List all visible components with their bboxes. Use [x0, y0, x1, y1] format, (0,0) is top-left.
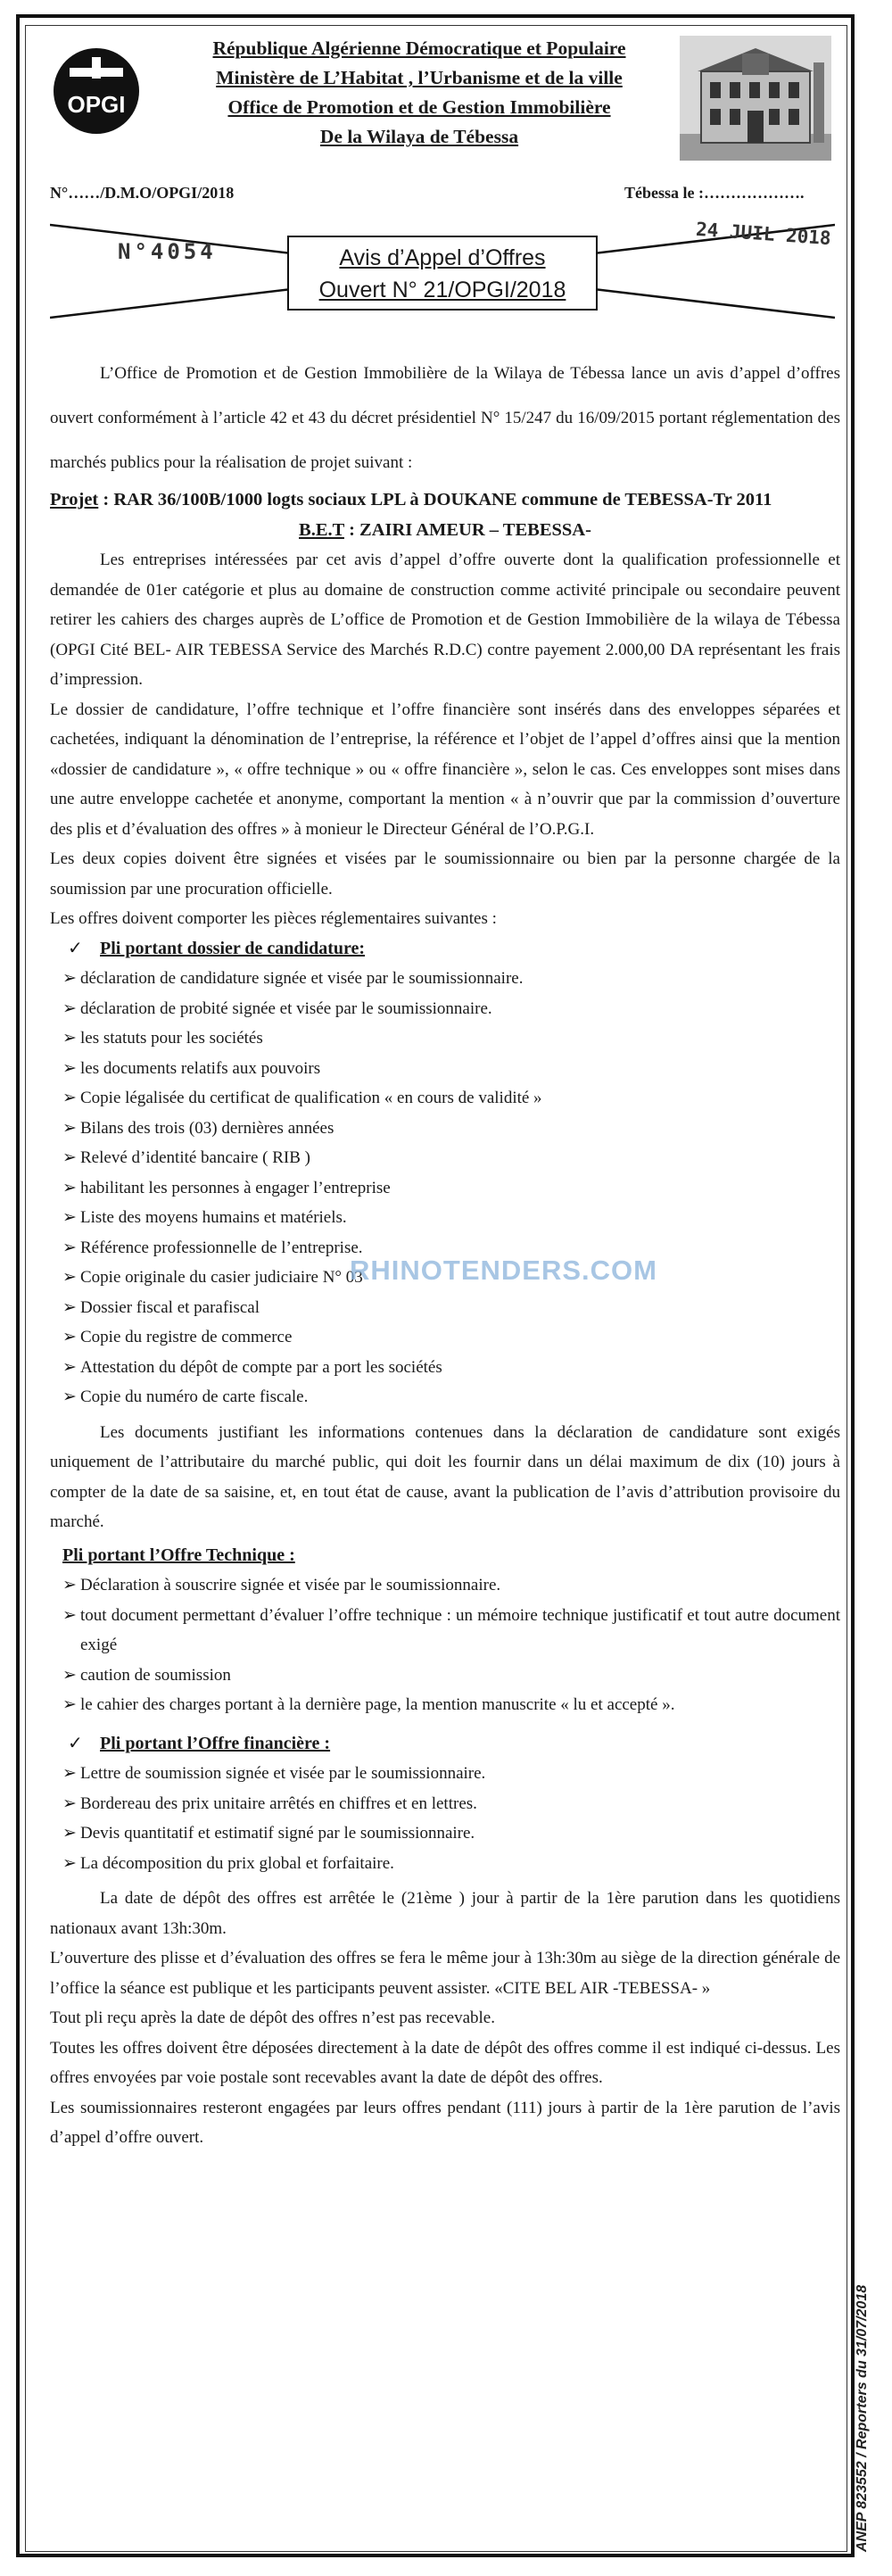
- list-item-text: Attestation du dépôt de compte par a port les sociétés: [80, 1357, 442, 1377]
- arrow-bullet-icon: ➢: [62, 1853, 77, 1873]
- section-financiere-title: ✓ Pli portant l’Offre financière :: [100, 1729, 840, 1760]
- arrow-bullet-icon: ➢: [62, 1824, 77, 1843]
- check-icon: ✓: [68, 1733, 83, 1753]
- project-label: Projet: [50, 490, 99, 509]
- list-item-text: Relevé d’identité bancaire ( RIB ): [80, 1148, 310, 1167]
- list-item: [62, 1849, 840, 1879]
- list-item: [62, 1759, 840, 1789]
- list-item: [62, 1818, 840, 1849]
- arrow-bullet-icon: ➢: [62, 1764, 77, 1783]
- closing-late: Tout pli reçu après la date de dépôt des offres n’est pas recevable.: [50, 2009, 495, 2027]
- publication-reference: ANEP 823552 / Reporters du 31/07/2018: [855, 2284, 870, 2552]
- list-item-text: Bordereau des prix unitaire arrêtés en chiffres et en lettres.: [80, 1793, 477, 1813]
- list-item: [62, 1789, 840, 1819]
- list-item: [62, 1203, 840, 1233]
- list-item: [62, 1661, 840, 1691]
- arrow-bullet-icon: ➢: [62, 1058, 77, 1078]
- list-item: [62, 1114, 840, 1144]
- list-item: [62, 1173, 840, 1204]
- paragraph-eligibility: Les entreprises intéressées par cet avis d’appel d’offre ouverte dont la qualification professionnelle et demandée de 01er catégorie et plus au domaine de construction comme activité principale ou secondaire peuvent retirer les cahiers des charges auprès de L’office de Promotion et de Gestion Immobilière de la wilaya de Tébessa (OPGI Cité BEL- AIR TEBESSA Service des Marchés R.D.C) contre payement 2.000,00 DA représentant les frais d’impression.: [50, 551, 840, 689]
- list-item-text: déclaration de candidature signée et visée par le soumissionnaire.: [80, 969, 524, 988]
- list-item: [62, 1293, 840, 1323]
- header-line-1: République Algérienne Démocratique et Populaire: [212, 37, 626, 59]
- list-item-text: Référence professionnelle de l’entreprise.: [80, 1238, 363, 1257]
- candidature-list: [50, 964, 840, 1412]
- list-item: [62, 1143, 840, 1173]
- list-item-text: Liste des moyens humains et matériels.: [80, 1208, 347, 1227]
- arrow-bullet-icon: ➢: [62, 1328, 77, 1346]
- list-item-text: La décomposition du prix global et forfaitaire.: [80, 1853, 394, 1873]
- list-item: [62, 1083, 840, 1114]
- list-item-text: Dossier fiscal et parafiscal: [80, 1297, 260, 1317]
- closing-deposit-date: La date de dépôt des offres est arrêtée le (21ème ) jour à partir de la 1ère parution dans les quotidiens nationaux avant 13h:30m.: [50, 1889, 840, 1938]
- list-item: [62, 1322, 840, 1353]
- arrow-bullet-icon: ➢: [62, 1793, 77, 1813]
- opgi-logo-icon: [50, 45, 143, 137]
- bet-text: : ZAIRI AMEUR – TEBESSA-: [343, 519, 591, 540]
- list-item-text: Bilans des trois (03) dernières années: [80, 1118, 334, 1138]
- list-item-text: caution de soumission: [80, 1665, 231, 1685]
- watermark: RHINOTENDERS.COM: [350, 1255, 657, 1286]
- date-stamp: 24 JUIL 2018: [695, 218, 832, 250]
- notice-body: [50, 352, 840, 2153]
- list-item-text: habilitant les personnes à engager l’entreprise: [80, 1178, 391, 1197]
- list-item: [62, 1690, 840, 1720]
- list-item-text: Copie légalisée du certificat de qualification « en cours de validité »: [80, 1089, 542, 1107]
- building-photo-icon: [680, 36, 831, 161]
- list-item: [62, 1382, 840, 1412]
- project-text: : RAR 36/100B/1000 logts sociaux LPL à DOUKANE commune de TEBESSA-Tr 2011: [98, 490, 772, 509]
- list-item-text: déclaration de probité signée et visée par le soumissionnaire.: [80, 998, 492, 1018]
- list-item: [62, 994, 840, 1024]
- section-candidature-title: ✓ Pli portant dossier de candidature:: [100, 934, 840, 965]
- list-item-text: Copie originale du casier judiciaire N° 03: [80, 1268, 363, 1287]
- list-item: [62, 964, 840, 994]
- arrow-bullet-icon: ➢: [62, 998, 77, 1018]
- list-item-text: Lettre de soumission signée et visée par le soumissionnaire.: [80, 1764, 486, 1783]
- header-line-3: Office de Promotion et de Gestion Immobilière: [227, 96, 611, 118]
- arrow-bullet-icon: ➢: [62, 1208, 77, 1227]
- logo-text: OPGI: [67, 91, 126, 118]
- notice-title: Avis d’Appel d’Offres: [339, 245, 546, 270]
- arrow-bullet-icon: ➢: [62, 969, 77, 988]
- date-label: Tébessa le :……………….: [624, 184, 805, 202]
- list-item-text: Devis quantitatif et estimatif signé par le soumissionnaire.: [80, 1824, 475, 1843]
- paragraph-copies: Les deux copies doivent être signées et visées par le soumissionnaire ou bien par la personne chargée de la soumission par une procuration officielle.: [50, 849, 840, 899]
- paragraph-justification: Les documents justifiant les informations contenues dans la déclaration de candidature sont exigés uniquement de l’attributaire du marché public, qui doit les fournir dans un délai maximum de dix (10) jours à compter de la date de sa saisine, et, en tout état de cause, avant la publication de l’avis d’attribution provisoire du marché.: [50, 1422, 840, 1531]
- list-item-text: le cahier des charges portant à la dernière page, la mention manuscrite « lu et accepté ».: [80, 1695, 675, 1714]
- technique-list: [50, 1570, 840, 1720]
- check-icon: ✓: [68, 938, 83, 958]
- arrow-bullet-icon: ➢: [62, 1387, 77, 1406]
- reference-number: N°……/D.M.O/OPGI/2018: [50, 184, 235, 202]
- paragraph-documents: Les offres doivent comporter les pièces réglementaires suivantes :: [50, 909, 497, 928]
- section-technique-title: Pli portant l’Offre Technique :: [62, 1545, 295, 1565]
- arrow-bullet-icon: ➢: [62, 1297, 77, 1317]
- list-item-text: Déclaration à souscrire signée et visée par le soumissionnaire.: [80, 1576, 501, 1594]
- notice-number: Ouvert N° 21/OPGI/2018: [318, 277, 566, 302]
- arrow-bullet-icon: ➢: [62, 1268, 77, 1287]
- list-item-text: les documents relatifs aux pouvoirs: [80, 1058, 321, 1078]
- arrow-bullet-icon: ➢: [62, 1178, 77, 1197]
- list-item: [62, 1023, 840, 1054]
- arrow-bullet-icon: ➢: [62, 1576, 77, 1594]
- bet-line: [50, 516, 840, 546]
- closing-delivery: Toutes les offres doivent être déposées directement à la date de dépôt des offres comme il est indiqué ci-dessus. Les offres envoyées par voie postale sont recevables avant la date de dépôt des offres.: [50, 2038, 840, 2087]
- list-item: [62, 1570, 840, 1601]
- bet-label: B.E.T: [299, 519, 344, 540]
- list-item: [62, 1054, 840, 1084]
- project-line: [50, 485, 840, 516]
- arrow-bullet-icon: ➢: [62, 1089, 77, 1107]
- closing-validity: Les soumissionnaires resteront engagées par leurs offres pendant (111) jours à partir de la 1ère parution de l’avis d’appel d’offre ouvert.: [50, 2098, 840, 2147]
- header-institution: [169, 34, 669, 152]
- arrow-bullet-icon: ➢: [62, 1605, 77, 1625]
- header-line-2: Ministère de L’Habitat , l’Urbanisme et de la ville: [216, 67, 623, 88]
- paragraph-envelopes: Le dossier de candidature, l’offre technique et l’offre financière sont insérés dans des enveloppes séparées et cachetées, indiquant la dénomination de l’entreprise, la référence et l’objet de l’appel d’offres ainsi que la mention «dossier de candidature », « offre technique » ou « offre financière », selon le cas. Ces enveloppes sont mises dans une autre enveloppe cachetée et anonyme, comportant la mention « à n’ouvrir que par la commission d’ouverture des plis et d’évaluation des offres » à monieur le Directeur Général de l’O.P.G.I.: [50, 700, 840, 839]
- intro-paragraph: L’Office de Promotion et de Gestion Immobilière de la Wilaya de Tébessa lance un avis d’appel d’offres ouvert conformément à l’article 42 et 43 du décret présidentiel N° 15/247 du 16/09/2015 portant réglementation des marchés publics pour la réalisation de projet suivant :: [50, 364, 840, 472]
- arrow-bullet-icon: ➢: [62, 1357, 77, 1377]
- list-item-text: tout document permettant d’évaluer l’offre technique : un mémoire technique justificatif et tout autre document exigé: [80, 1605, 840, 1654]
- arrow-bullet-icon: ➢: [62, 1238, 77, 1257]
- arrow-bullet-icon: ➢: [62, 1695, 77, 1714]
- header-line-4: De la Wilaya de Tébessa: [319, 126, 519, 147]
- list-item-text: Copie du numéro de carte fiscale.: [80, 1387, 309, 1406]
- arrow-bullet-icon: ➢: [62, 1665, 77, 1685]
- list-item-text: les statuts pour les sociétés: [80, 1029, 263, 1048]
- list-item: [62, 1601, 840, 1661]
- arrow-bullet-icon: ➢: [62, 1118, 77, 1138]
- arrow-bullet-icon: ➢: [62, 1148, 77, 1167]
- financiere-list: [50, 1759, 840, 1878]
- registration-stamp: N°4054: [118, 239, 217, 264]
- list-item: [62, 1353, 840, 1383]
- list-item-text: Copie du registre de commerce: [80, 1328, 293, 1346]
- arrow-bullet-icon: ➢: [62, 1029, 77, 1048]
- closing-opening: L’ouverture des plisse et d’évaluation des offres se fera le même jour à 13h:30m au siège de la direction générale de l’office la séance est publique et les participants peuvent assister. «CITE BEL AIR -TEBESSA- »: [50, 1949, 840, 1998]
